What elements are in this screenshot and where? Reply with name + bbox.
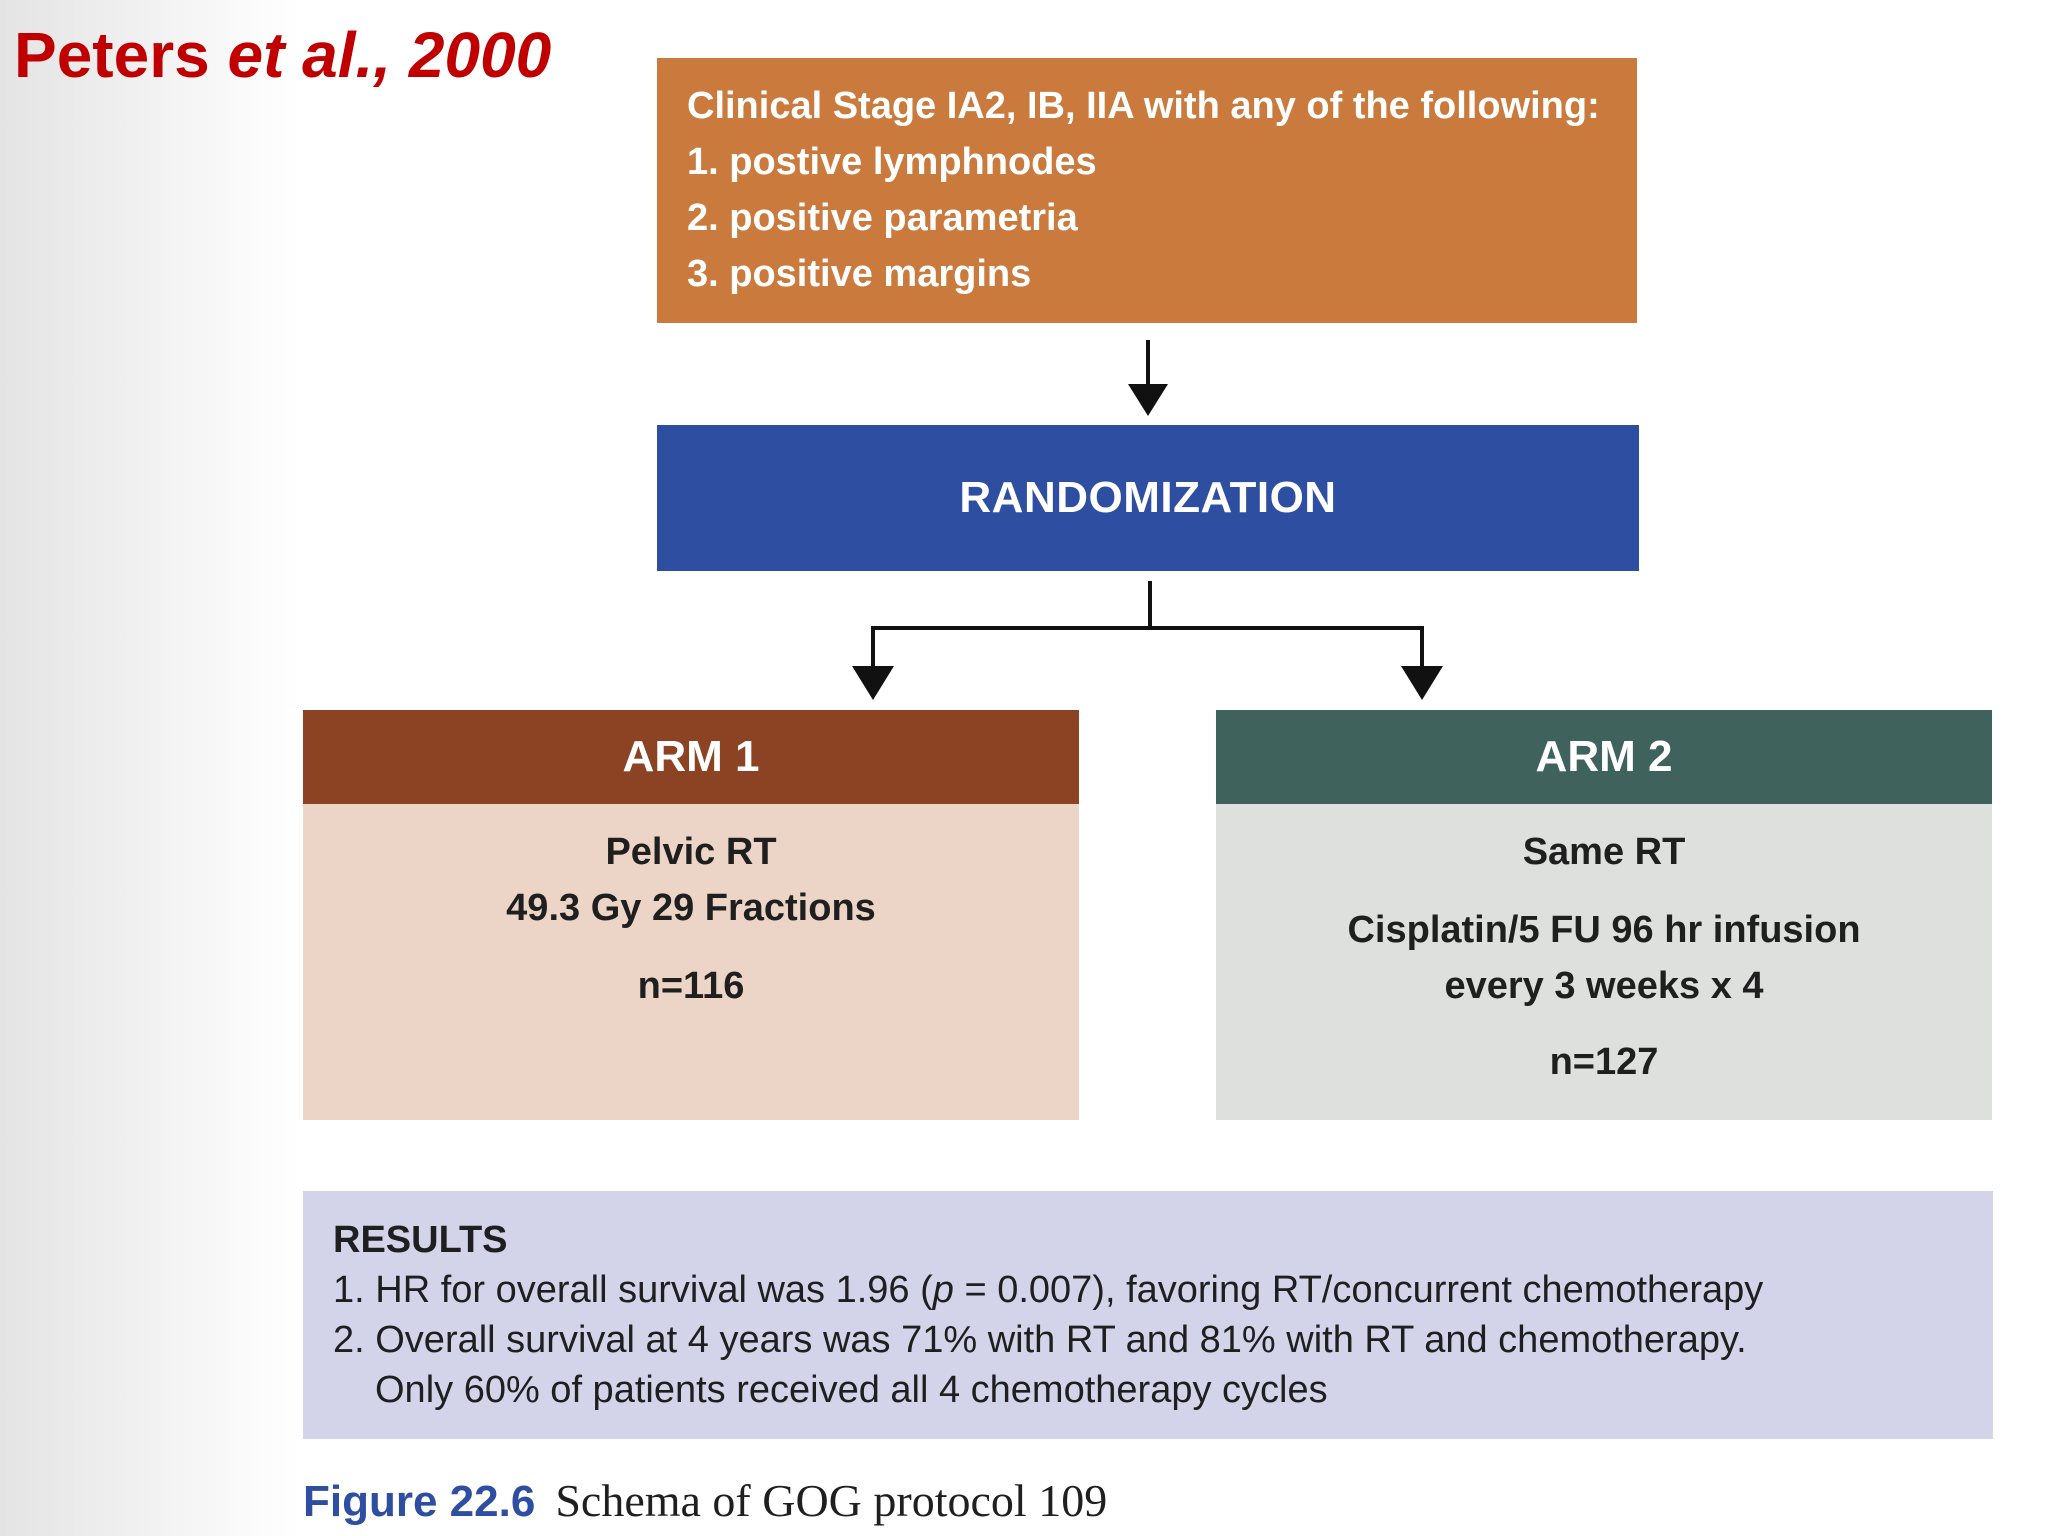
citation-etal: et al., [227,19,392,91]
criteria-item: 3. positive margins [687,253,1032,295]
arrow-to-arm1-head [852,666,894,700]
results-item-2-cont: Only 60% of patients received all 4 chemotherapy cycles [375,1369,1328,1411]
results-item-1-post: = 0.007), favoring RT/concurrent chemotherapy [953,1269,1764,1311]
arrow-to-arm2-head [1401,666,1443,700]
citation-authors: Peters [14,19,210,91]
figure-label: Figure 22.6 [303,1477,536,1526]
eligibility-criteria-box [657,58,1637,323]
arm1-box [303,710,1079,1120]
citation-year: 2000 [408,19,552,91]
arm1-header: ARM 1 [303,710,1079,804]
results-item-1-p: p [932,1269,954,1311]
arm2-header: ARM 2 [1216,710,1992,804]
results-title: RESULTS [333,1219,508,1261]
results-item-2: 2. Overall survival at 4 years was 71% with RT and 81% with RT and chemotherapy. [333,1319,1747,1361]
arm2-line: every 3 weeks x 4 [1444,965,1764,1007]
arm2-line: Same RT [1522,831,1686,873]
arm2-body [1216,804,1992,1120]
results-item-1 [333,1265,1963,1315]
arm1-line: Pelvic RT [605,831,777,873]
criteria-heading: Clinical Stage IA2, IB, IIA with any of the following: [687,85,1600,127]
figure-caption [303,1474,1107,1527]
figure-caption-text: Schema of GOG protocol 109 [555,1475,1108,1526]
arrow-criteria-to-randomization-head [1128,384,1168,416]
arm1-body [303,804,1079,1120]
criteria-item: 1. postive lymphnodes [687,141,1097,183]
randomization-label: RANDOMIZATION [959,473,1337,522]
arm2-line: Cisplatin/5 FU 96 hr infusion [1347,909,1861,951]
criteria-item: 2. positive parametria [687,197,1078,239]
arm2-n: n=127 [1549,1041,1659,1083]
arm2-box [1216,710,1992,1120]
results-item-1-pre: 1. HR for overall survival was 1.96 ( [333,1269,933,1311]
randomization-box [657,425,1639,571]
arm1-line: 49.3 Gy 29 Fractions [506,887,876,929]
arm1-n: n=116 [637,965,745,1007]
results-box [303,1191,1993,1439]
